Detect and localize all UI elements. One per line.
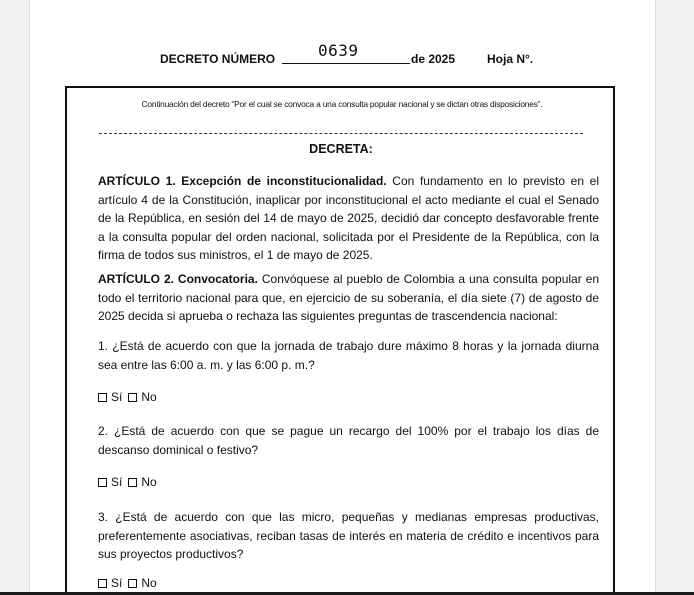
question-3: 3. ¿Está de acuerdo con que las micro, pequeñas y medianas empresas productivas, preferentemente asociativas, reciban tasas de interés en materia de crédito e incentivos para sus proyectos productivos? [98,510,599,561]
articulo-2-body: Convóquese al pueblo de Colombia a una consulta popular en todo el territorio nacional para que, en ejercicio de su soberanía, el día siete (7) de agosto de 2025 decida si aprueba o rechaza las siguientes preguntas de trascendencia nacional: [98,272,599,323]
decree-number-underline [282,63,410,64]
question-2: 2. ¿Está de acuerdo con que se pague un recargo del 100% por el trabajo los días de descanso dominical o festivo? [98,424,599,457]
question-2-options [98,475,163,489]
articulo-1-title: ARTÍCULO 1. Excepción de inconstitucionalidad. [98,174,387,188]
question-3-no-checkbox[interactable] [128,579,137,588]
decreta-heading: DECRETA: [309,142,373,156]
question-3-yes-label: Sí [111,576,123,590]
document-page [29,0,656,592]
decree-year: de 2025 [411,52,456,66]
continuation-note: Continuación del decreto “Por el cual se convoca a una consulta popular nacional y se dictan otras disposiciones”. [141,99,543,109]
decree-frame [65,86,615,595]
articulo-2-title: ARTÍCULO 2. Convocatoria. [98,272,258,286]
question-3-no-label: No [141,576,157,590]
question-1-yes-label: Sí [111,390,123,404]
question-2-no-label: No [141,475,157,489]
question-1-no-label: No [141,390,157,404]
articulo-2 [98,270,599,326]
decree-header [160,41,580,69]
decree-number: 0639 [318,41,359,60]
decree-number-label: DECRETO NÚMERO [160,52,276,66]
question-2-no-checkbox[interactable] [128,478,137,487]
question-1-no-checkbox[interactable] [128,393,137,402]
question-1: 1. ¿Está de acuerdo con que la jornada de trabajo dure máximo 8 horas y la jornada diurna sea entre las 6:00 a. m. y las 6:00 p. m.? [98,339,599,372]
articulo-1-body: Con fundamento en lo previsto en el artículo 4 de la Constitución, inaplicar por inconstitucional el acto mediante el cual el Senado de la República, en sesión del 14 de mayo de 2025, decidió dar concepto desfavorable frente a la consulta popular del orden nacional, solicitada por el Presidente de la República, con la firma de todos sus ministros, el 1 de mayo de 2025. [98,174,600,262]
question-3-yes-checkbox[interactable] [98,579,107,588]
question-1-yes-checkbox[interactable] [98,393,107,402]
dashed-divider [99,133,583,134]
articulo-1 [98,172,599,265]
question-1-options [98,390,163,404]
question-2-yes-label: Sí [111,475,123,489]
page-number-label: Hoja N°. [487,52,534,66]
question-3-options [98,576,163,590]
question-2-yes-checkbox[interactable] [98,478,107,487]
